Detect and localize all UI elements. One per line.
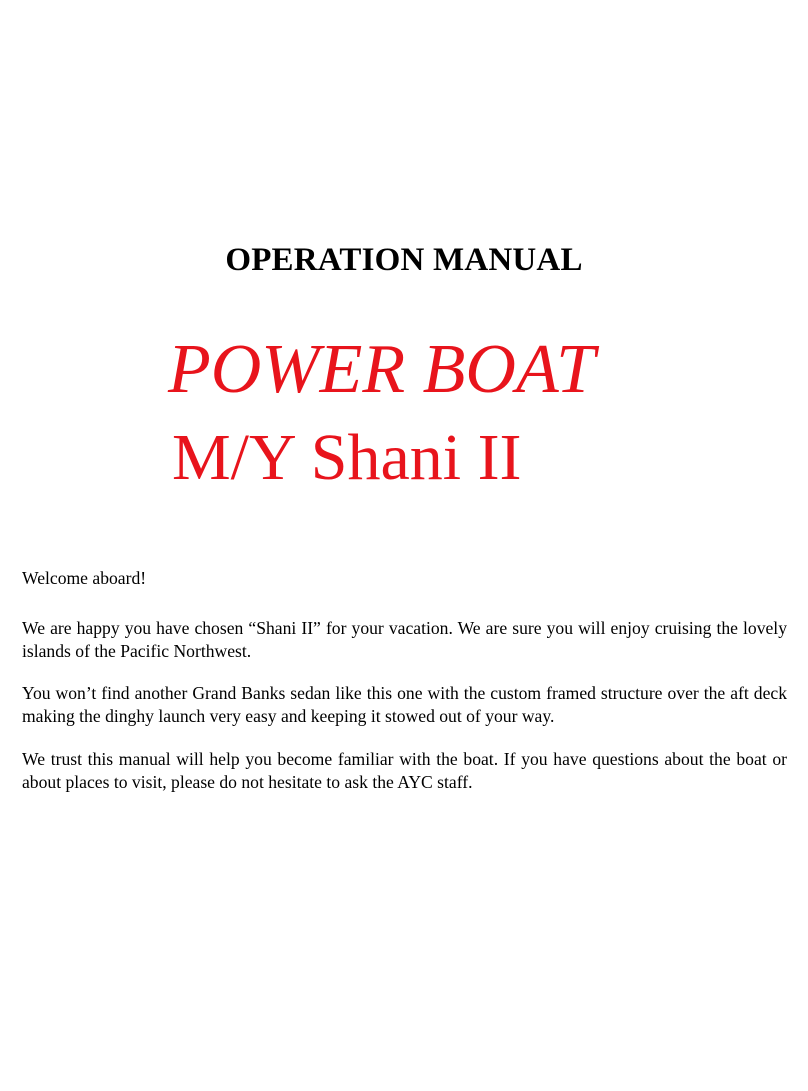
document-title: OPERATION MANUAL bbox=[225, 242, 583, 278]
hero-boat-name: M/Y Shani II bbox=[172, 421, 522, 494]
welcome-text: Welcome aboard! bbox=[22, 568, 147, 588]
hero-boat-type: POWER BOAT bbox=[168, 331, 596, 408]
paragraph-manual-help: We trust this manual will help you become familiar with the boat. If you have questions about the boat or about places to visit, please do not hesitate to ask the AYC staff. bbox=[22, 749, 787, 792]
paragraph-grand-banks: You won’t find another Grand Banks sedan like this one with the custom framed structure over the aft deck making the dinghy launch very easy and keeping it stowed out of your way. bbox=[22, 683, 787, 726]
paragraph-vacation: We are happy you have chosen “Shani II” for your vacation. We are sure you will enjoy cruising the lovely islands of the Pacific Northwest. bbox=[22, 618, 787, 661]
